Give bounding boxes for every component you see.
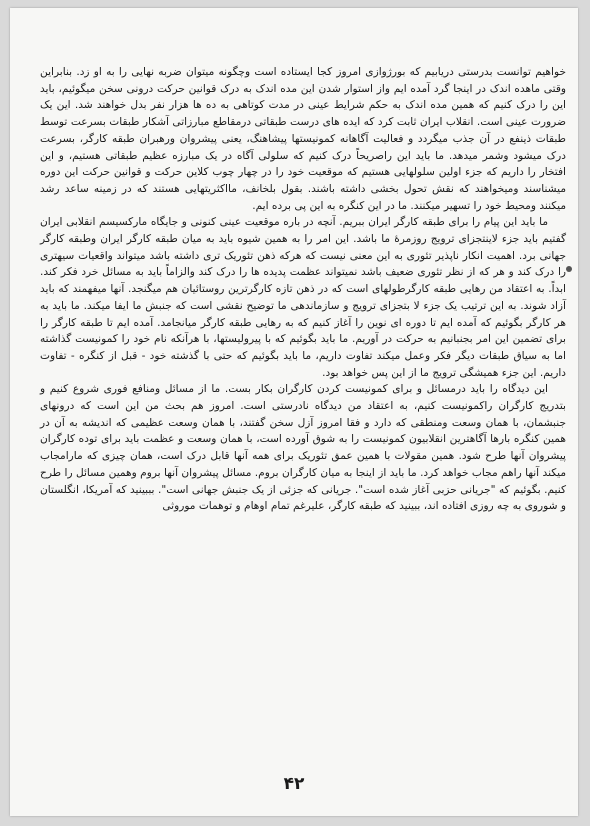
paragraph-1: خواهیم توانست بدرستی دریابیم که بورژوازی امروز کجا ایستاده است وچگونه میتوان ضربه نهایی را به او زد. بنابراین وقتی ماهده اندک در اینجا گرد آمده ایم واز استوار شدن این مده اندک به درک قوانین حرکت درونی سخن میگوئیم، باید این را درک کنیم که همین مده اندک به حکم شرایط عینی در مدت کوتاهی به ده ها هزار نفر بدل خواهند شد. این یک ضرورت عینی است. انقلاب ایران ثابت کرد که ایده های درست طبقاتی درمقاطع مبارزاتی آشکار طبقات بسرعت توسط طبقات ذینفع در آن جذب میگردد و فعالیت آگاهانه کمونیستها پیشاهنگ، یعنی پیشروان ورهبران طبقه کارگر، بسرعت درک میشود وشمر میدهد. ما باید این راصریحاً درک کنیم که سلولی آگاه در یک مبارزه عظیم طبقاتی هستیم، و این افتخار را داریم که جزء اولین سلولهایی هستیم که موقعیت خود را در چهار چوب کلاین حرکت و قوانین حرکت این دوره میشناسند ومیخواهند که نقش تحول بخشی داشته باشند. بقول بلخانف، مااکثریتهایی هستند که در زمینه ساعد رشد میکنند ومحیط خود را تسهیر میکنند. ما در این کنگره به این پی برده ایم. <box>40 66 566 212</box>
paragraph-2: ما باید این پیام را برای طبقه کارگر ایران ببریم. آنچه در باره موقعیت عینی کنونی و جایگاه مارکسیسم انقلابی ایران گفتیم باید جزء لاینتجزای ترویج روزمرهٔ ما باشد. این امر را به همین شیوه باید به میان طبقه کارگر ایران وطبقه کارگر جهانی برد. اهمیت انکار ناپذیر تئوری به این معنی نیست که هرکه ذهن تئوریک تری داشته باشد میتواند واقعیات سیهتری را درک کند و هر که از نظر تئوری ضعیف باشد نمیتواند عظمت پدیده ها را درک کند والزاماً باید به مسائل خرد فکر کند. ابداً. به اعتقاد من رهایی طبقه کارگرطولهای است که در ذهن تازه کارگرترین روستائیان هم میگنجد. آنها میفهمند که باید آزاد شوند. به این ترتیب یک جزء لا بتجزای ترویج و سازماندهی ما توضیح نقشی است که جنبش ما ایفا میکند. ما باید به هر کارگر بگوئیم که آمده ایم تا دوره ای نوین را آغاز کنیم که به رهایی طبقه کارگر میانجامد. آمده ایم تا طبقه کارگر را برای تضمین این امر بجنبانیم به حرکت در آوریم. ما باید بگوئیم که با پیرولیستها، با هرآنکه نام خود را کمونیست گذاشته اما به سیاق طبقات دیگر فکر وعمل میکند تفاوت داریم، ما باید بگوئیم که حتی با گذشته خود - قبل از کنگره - تفاوت داریم. این جزء همیشگی ترویج ما از این پس خواهد بود. <box>40 216 566 379</box>
page-number: ۴۲ <box>283 774 305 794</box>
punch-hole-mark <box>566 266 572 272</box>
paragraph-3: این دیدگاه را باید درمسائل و برای کمونیست کردن کارگران بکار بست. ما از مسائل ومنافع فوری شروع کنیم و بتدریج کارگران راکمونیست کنیم، به اعتقاد من دیدگاه نادرستی است. امروز هم بحث من این است که درونهای جنبشمان، با همان وسعت ومنطقی که دارد و فقا امروز آزل سخن گفتند، با همان وسعت عظیمی که اندیشه به آن در همین کنگره بارها آگاهترین انقلابیون کمونیست را به شوق آورده است، با همان وسعت و عظمت باید برای توده کارگران پیشروان آنها طرح شود. همین مقولات با همین عمق تئوریک برای همه آنها قابل درک است، همان چیزی که مارامجاب میکند آنها راهم مجاب خواهد کرد. ما باید از اینجا به میان کارگران بروم. مسائل پیشروان آنها بروم وهمین مسائل را طرح کنیم. بگوئیم که "جریانی حزبی آغاز شده است". جریانی که جزئی از یک جنبش جهانی است". بببینید که آمریکا، انگلستان و شوروی به چه روزی افتاده اند، ببینید که طبقه کارگر، علیرغم تمام اوهام و توهمات موروثی <box>40 383 566 513</box>
document-page <box>10 8 578 816</box>
body-text <box>40 64 566 764</box>
